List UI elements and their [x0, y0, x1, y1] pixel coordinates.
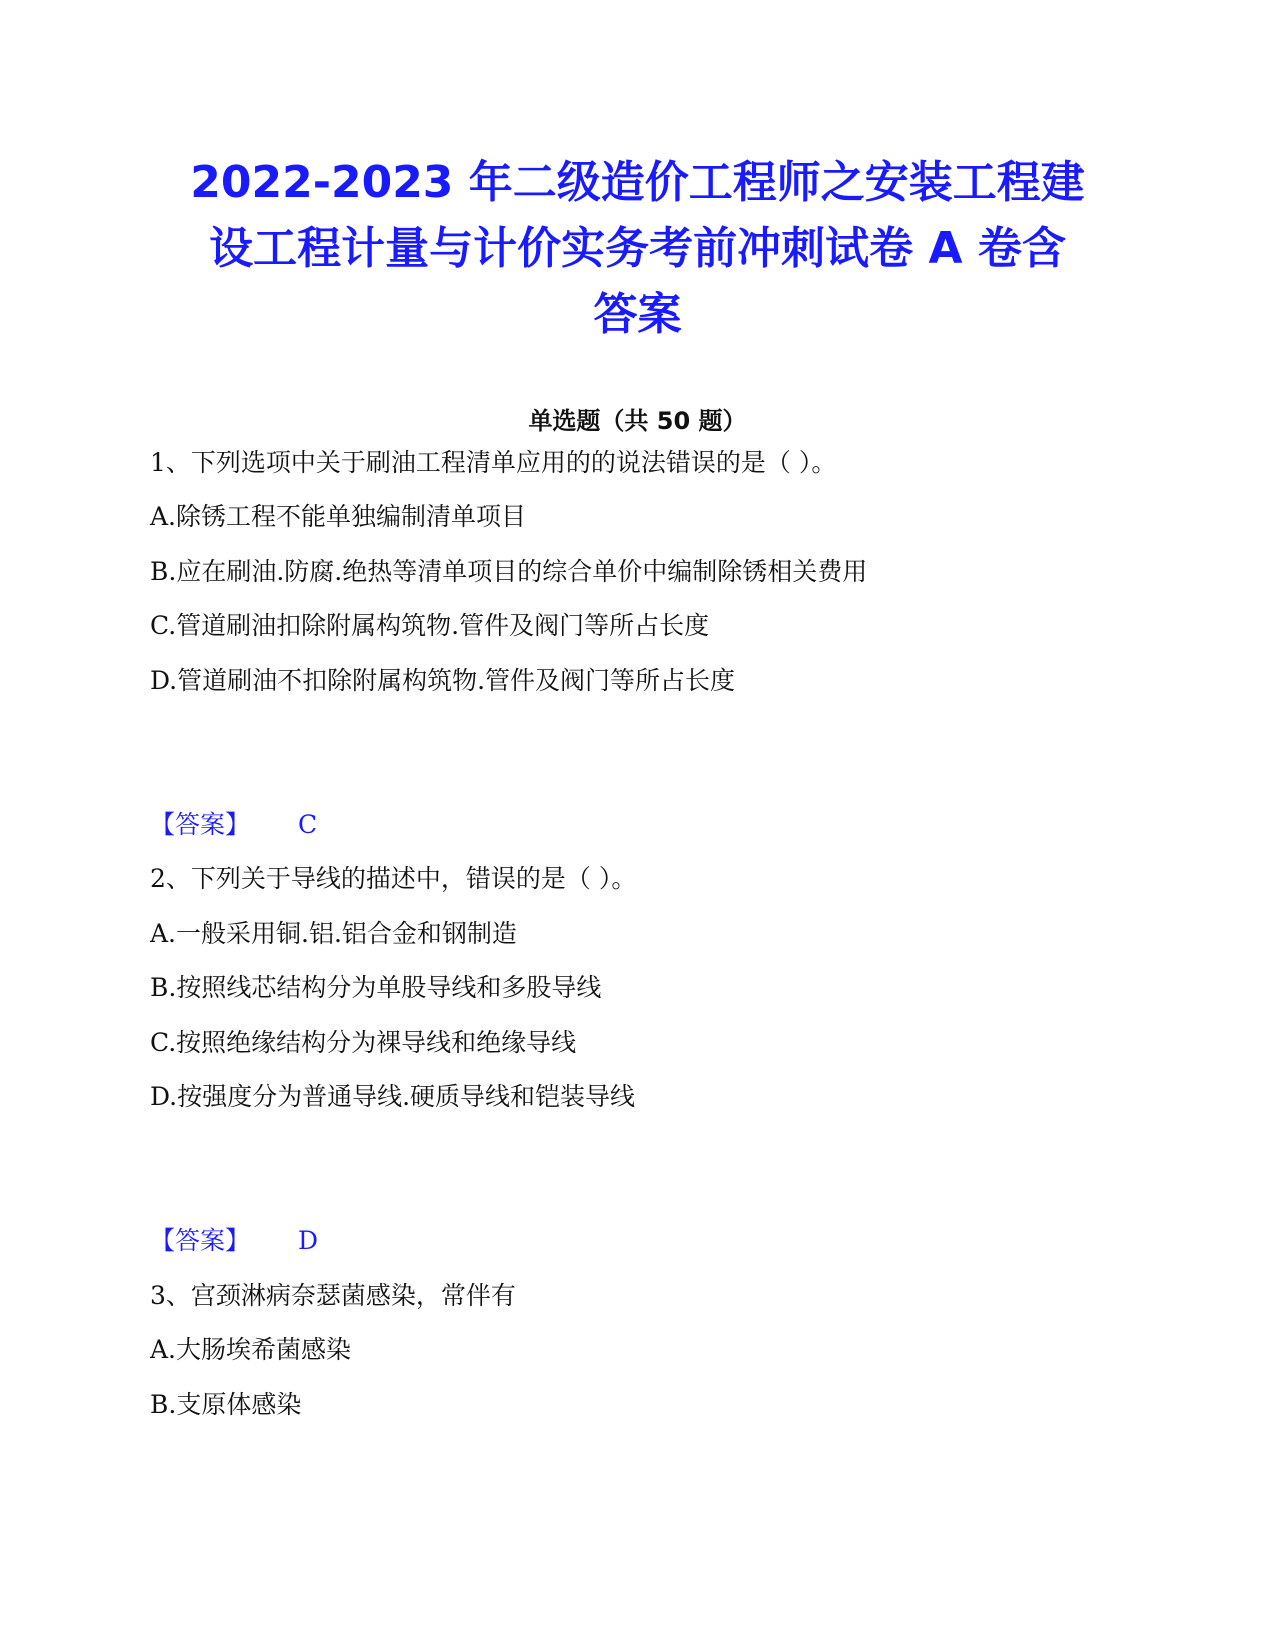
- question-1-option-c: C.管道刷油扣除附属构筑物.管件及阀门等所占长度: [150, 611, 710, 640]
- document-title: [150, 150, 1125, 348]
- question-3-stem: 3、宫颈淋病奈瑟菌感染，常伴有: [150, 1281, 516, 1310]
- answer-value: C: [298, 810, 318, 839]
- title-line-3: 答案: [593, 289, 682, 340]
- question-1-answer: [150, 808, 317, 842]
- question-1-stem: 1、下列选项中关于刷油工程清单应用的的说法错误的是（ ）。: [150, 448, 837, 477]
- question-2-option-d: D.按强度分为普通导线.硬质导线和铠装导线: [150, 1082, 636, 1111]
- question-2-stem: 2、下列关于导线的描述中，错误的是（ ）。: [150, 864, 637, 893]
- question-2-answer: [150, 1224, 318, 1258]
- title-line-1: 2022-2023 年二级造价工程师之安装工程建: [190, 157, 1085, 208]
- question-1-option-a: A.除锈工程不能单独编制清单项目: [150, 502, 527, 531]
- answer-label: 【答案】: [150, 1226, 251, 1255]
- question-3-option-b: B.支原体感染: [150, 1390, 302, 1419]
- question-1-option-b: B.应在刷油.防腐.绝热等清单项目的综合单价中编制除锈相关费用: [150, 557, 868, 586]
- question-2-option-c: C.按照绝缘结构分为裸导线和绝缘导线: [150, 1028, 577, 1057]
- question-2-option-a: A.一般采用铜.铝.铝合金和钢制造: [150, 919, 517, 948]
- question-3-option-a: A.大肠埃希菌感染: [150, 1335, 352, 1364]
- answer-label: 【答案】: [150, 810, 251, 839]
- title-line-2: 设工程计量与计价实务考前冲刺试卷 A 卷含: [209, 223, 1066, 274]
- answer-value: D: [298, 1226, 319, 1255]
- question-1-option-d: D.管道刷油不扣除附属构筑物.管件及阀门等所占长度: [150, 666, 736, 695]
- section-heading: 单选题（共 50 题）: [528, 407, 747, 435]
- question-2-option-b: B.按照线芯结构分为单股导线和多股导线: [150, 973, 602, 1002]
